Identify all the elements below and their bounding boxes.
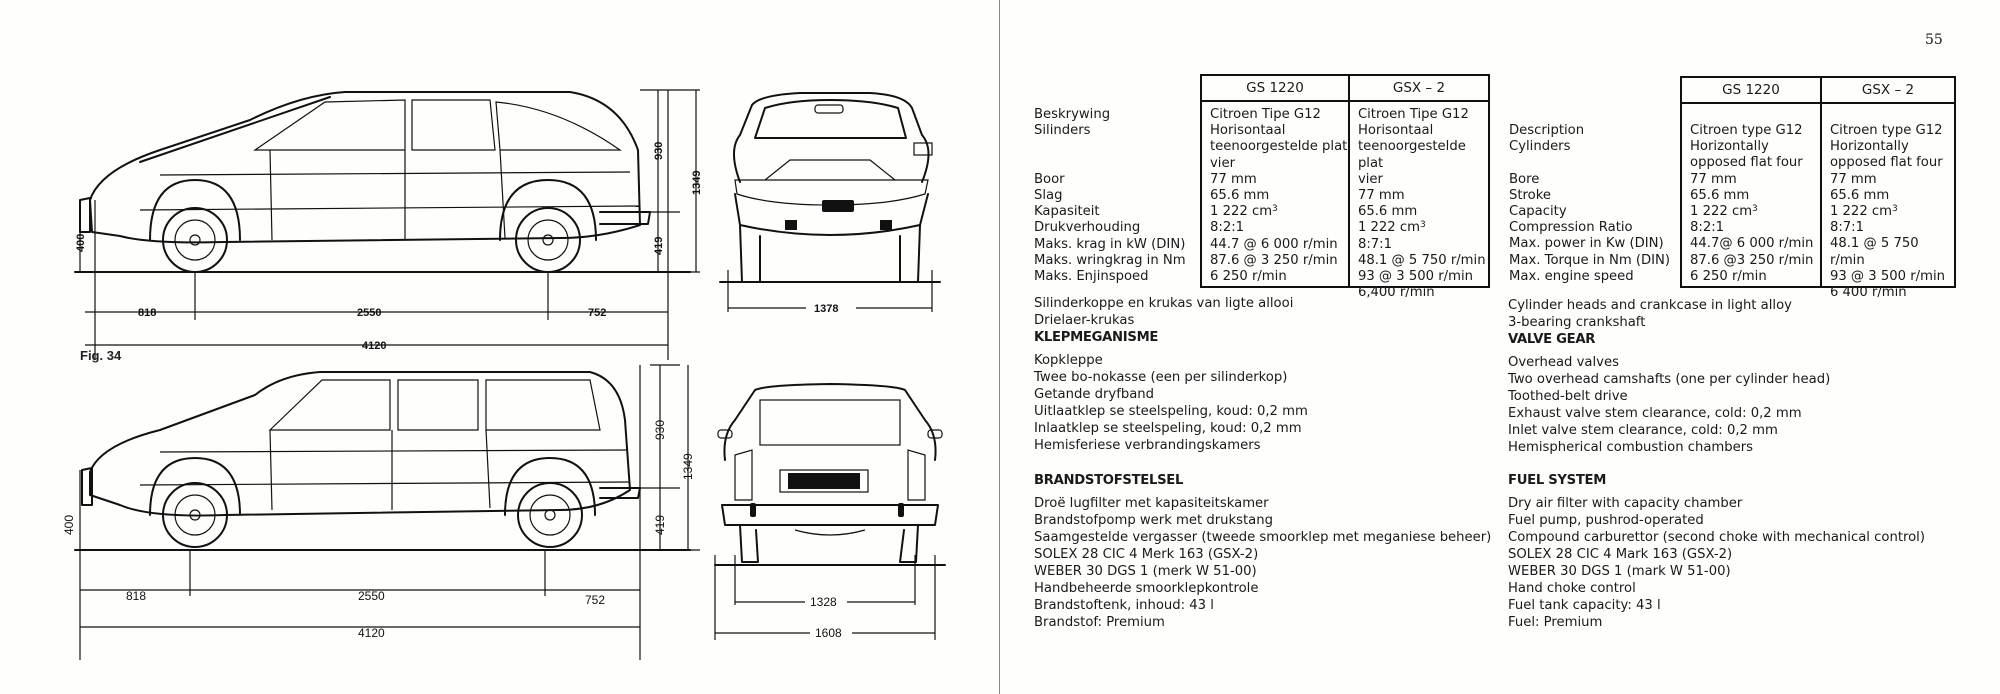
english-row-labels bbox=[1509, 123, 1670, 285]
estate-track-dim: 1328 bbox=[810, 595, 837, 609]
estate-rear-view bbox=[715, 384, 945, 640]
english-table-body bbox=[1680, 103, 1956, 301]
valve-gear-item: Kopkleppe bbox=[1034, 353, 1103, 368]
cell: 1 222 $cm^3$ bbox=[1357, 220, 1426, 236]
row-label: Boor bbox=[1034, 171, 1065, 187]
fuel-system-item: Hand choke control bbox=[1508, 581, 1636, 596]
cell: 65.6 mm bbox=[1829, 187, 1890, 203]
valve-gear-item: Two overhead camshafts (one per cylinder head) bbox=[1508, 372, 1831, 387]
cell: 77 mm bbox=[1690, 171, 1737, 187]
saloon-overall-length-dim: 4120 bbox=[362, 340, 387, 352]
fuel-system-item: Droë lugfilter met kapasiteitskamer bbox=[1034, 496, 1269, 511]
row-label: Max. power in Kw (DIN) bbox=[1509, 236, 1664, 252]
valve-gear-item: Toothed-belt drive bbox=[1508, 389, 1628, 404]
cell: Horizontally bbox=[1829, 139, 1909, 155]
cell: 65.6 mm bbox=[1357, 204, 1418, 220]
valve-gear-item: Uitlaatklep se steelspeling, koud: 0,2 mm bbox=[1034, 404, 1308, 419]
cell: opposed flat four bbox=[1690, 155, 1803, 171]
row-label: Maks. krag in kW (DIN) bbox=[1034, 236, 1186, 252]
column-header-gsx2: GSX – 2 bbox=[1820, 78, 1954, 102]
saloon-bumper-height-dim: 400 bbox=[75, 233, 87, 252]
row-label: Compression Ratio bbox=[1509, 220, 1633, 236]
cell: Horisontaal bbox=[1357, 123, 1434, 139]
figure-label: Fig. 34 bbox=[80, 348, 122, 363]
estate-overall-height-dim: 1349 bbox=[681, 453, 695, 480]
engine-note: Silinderkoppe en krukas van ligte allooi bbox=[1034, 296, 1294, 311]
valve-gear-item: Exhaust valve stem clearance, cold: 0,2 mm bbox=[1508, 406, 1802, 421]
fuel-system-item: Fuel: Premium bbox=[1508, 615, 1603, 630]
estate-bumper-height-dim: 400 bbox=[62, 514, 76, 535]
row-label: Maks. Enjinspoed bbox=[1034, 269, 1149, 284]
cell: 1 222 $cm^3$ bbox=[1829, 204, 1898, 220]
cell: vier bbox=[1357, 171, 1383, 187]
cell: 1 222 $cm^3$ bbox=[1690, 204, 1758, 220]
fuel-system-item: Brandstof: Premium bbox=[1034, 615, 1165, 630]
row-label: Beskrywing bbox=[1034, 107, 1111, 122]
valve-gear-heading: KLEPMEGANISME bbox=[1034, 330, 1159, 345]
row-label: Max. engine speed bbox=[1509, 268, 1634, 284]
fuel-system-item: Fuel tank capacity: 43 l bbox=[1508, 598, 1661, 613]
valve-gear-item: Hemispherical combustion chambers bbox=[1508, 440, 1754, 455]
fuel-system-item: Dry air filter with capacity chamber bbox=[1508, 496, 1743, 511]
cell: 65.6 mm bbox=[1210, 188, 1270, 204]
saloon-overall-height-dim: 1349 bbox=[691, 170, 703, 195]
fuel-system-item: Saamgestelde vergasser (tweede smoorklep met meganiese beheer) bbox=[1034, 530, 1492, 545]
english-engine-section bbox=[1508, 297, 1830, 456]
saloon-rear-overhang-dim: 752 bbox=[588, 307, 607, 319]
cell: 93 @ 3 500 r/min bbox=[1829, 268, 1945, 284]
cell: 87.6 @3 250 r/min bbox=[1690, 252, 1814, 268]
row-label: Description bbox=[1509, 123, 1585, 138]
row-label: Capacity bbox=[1509, 204, 1567, 219]
row-label: Drukverhouding bbox=[1034, 220, 1141, 236]
cell: Citroen Tipe G12 bbox=[1210, 107, 1321, 122]
engine-note: Cylinder heads and crankcase in light alloy bbox=[1508, 298, 1792, 313]
cell: 8:2:1 bbox=[1690, 220, 1725, 236]
cell: 44.7@ 6 000 r/min bbox=[1690, 236, 1814, 252]
column-header-gs1220: GS 1220 bbox=[1722, 82, 1780, 98]
row-label: Maks. wringkrag in Nm bbox=[1034, 252, 1186, 268]
fuel-system-item: Brandstoftenk, inhoud: 43 l bbox=[1034, 598, 1214, 613]
valve-gear-item: Hemisferiese verbrandingskamers bbox=[1034, 438, 1261, 453]
cell: Citroen type G12 bbox=[1690, 123, 1803, 138]
cell: 93 @ 3 500 r/min bbox=[1357, 269, 1473, 285]
saloon-side-view bbox=[75, 90, 703, 360]
saloon-bumper-ground-dim: 419 bbox=[653, 236, 665, 255]
row-label: Silinders bbox=[1034, 123, 1091, 139]
cell: vier bbox=[1210, 155, 1236, 171]
valve-gear-item: Inlet valve stem clearance, cold: 0,2 mm bbox=[1508, 423, 1778, 438]
cell: 87.6 @ 3 250 r/min bbox=[1210, 252, 1338, 268]
saloon-track-dim: 1378 bbox=[814, 303, 839, 315]
fuel-system-item: WEBER 30 DGS 1 (mark W 51-00) bbox=[1508, 564, 1731, 579]
cell: Horisontaal bbox=[1210, 123, 1286, 139]
fuel-system-item: WEBER 30 DGS 1 (merk W 51-00) bbox=[1034, 564, 1257, 579]
fuel-system-item: Compound carburettor (second choke with mechanical control) bbox=[1508, 530, 1925, 545]
valve-gear-item: Inlaatklep se steelspeling, koud: 0,2 mm bbox=[1034, 421, 1302, 436]
row-label: Slag bbox=[1034, 187, 1063, 203]
english-fuel-section bbox=[1508, 472, 1925, 631]
cell: 1 222 $cm^3$ bbox=[1210, 204, 1278, 220]
column-header-gsx2: GSX – 2 bbox=[1348, 76, 1488, 100]
estate-roof-dim: 930 bbox=[653, 419, 667, 440]
page-number: 55 bbox=[1925, 32, 1943, 48]
cell: 77 mm bbox=[1357, 188, 1405, 204]
cell: 8:7:1 bbox=[1829, 220, 1865, 236]
english-table-header bbox=[1680, 76, 1956, 104]
valve-gear-heading: VALVE GEAR bbox=[1508, 332, 1596, 347]
cell: 6 250 r/min bbox=[1690, 268, 1767, 284]
cell: 77 mm bbox=[1829, 171, 1877, 187]
estate-side-view bbox=[62, 365, 700, 660]
fuel-system-item: Brandstofpomp werk met drukstang bbox=[1034, 513, 1273, 528]
saloon-front-overhang-dim: 818 bbox=[138, 307, 157, 319]
afrikaans-table-header bbox=[1200, 74, 1490, 102]
cell: Citroen type G12 bbox=[1829, 123, 1943, 138]
afrikaans-row-labels bbox=[1034, 107, 1186, 285]
estate-overall-width-dim: 1608 bbox=[815, 626, 842, 640]
fuel-system-item: SOLEX 28 CIC 4 Mark 163 (GSX-2) bbox=[1508, 547, 1733, 562]
fuel-system-heading: BRANDSTOFSTELSEL bbox=[1034, 473, 1184, 488]
valve-gear-item: Overhead valves bbox=[1508, 355, 1619, 370]
row-label: Stroke bbox=[1509, 187, 1552, 203]
valve-gear-item: Twee bo-nokasse (een per silinderkop) bbox=[1034, 370, 1288, 385]
estate-rear-overhang-dim: 752 bbox=[585, 593, 606, 607]
cell: Horizontally bbox=[1690, 139, 1769, 155]
fuel-system-heading: FUEL SYSTEM bbox=[1508, 473, 1607, 488]
row-label: Max. Torque in Nm (DIN) bbox=[1509, 252, 1671, 268]
cell: Citroen Tipe G12 bbox=[1357, 107, 1469, 122]
gs1220-column bbox=[1682, 103, 1820, 286]
row-label: Cylinders bbox=[1509, 139, 1571, 155]
cell: 44.7 @ 6 000 r/min bbox=[1210, 236, 1338, 252]
row-label: Bore bbox=[1509, 171, 1540, 187]
cell: 48.1 @ 5 750 r/min bbox=[1357, 252, 1486, 268]
cell: opposed flat four bbox=[1829, 155, 1943, 171]
column-header-gs1220: GS 1220 bbox=[1246, 80, 1304, 96]
estate-overall-length-dim: 4120 bbox=[358, 626, 385, 640]
cell: teenoorgestelde plat bbox=[1357, 139, 1466, 171]
cell: 48.1 @ 5 750 r/min bbox=[1829, 236, 1919, 268]
cell: teenoorgestelde plat bbox=[1210, 139, 1348, 155]
fuel-system-item: Fuel pump, pushrod-operated bbox=[1508, 513, 1704, 528]
row-label: Kapasiteit bbox=[1034, 204, 1100, 220]
cell: 8:7:1 bbox=[1357, 236, 1392, 252]
saloon-wheelbase-dim: 2550 bbox=[357, 307, 382, 319]
cell: 65.6 mm bbox=[1690, 187, 1750, 203]
valve-gear-item: Getande dryfband bbox=[1034, 387, 1155, 402]
afrikaans-engine-section bbox=[1034, 295, 1308, 454]
saloon-roof-dim: 930 bbox=[653, 141, 665, 160]
cell: 8:2:1 bbox=[1210, 220, 1245, 236]
gsx2-column bbox=[1820, 103, 1954, 301]
cell: 6 400 r/min bbox=[1829, 285, 1907, 301]
cell: 6,400 r/min bbox=[1357, 285, 1435, 301]
saloon-front-view bbox=[720, 93, 940, 315]
cell: 6 250 r/min bbox=[1210, 269, 1287, 285]
fuel-system-item: Handbeheerde smoorklepkontrole bbox=[1034, 581, 1259, 596]
afrikaans-fuel-section bbox=[1034, 472, 1491, 631]
engine-note: 3-bearing crankshaft bbox=[1508, 315, 1646, 330]
gs1220-column bbox=[1202, 101, 1348, 286]
gsx2-column bbox=[1348, 101, 1488, 301]
afrikaans-table-body bbox=[1200, 101, 1490, 301]
engine-note: Drielaer-krukas bbox=[1034, 313, 1135, 328]
estate-wheelbase-dim: 2550 bbox=[358, 589, 385, 603]
estate-bumper-ground-dim: 419 bbox=[653, 514, 667, 535]
cell: 77 mm bbox=[1210, 171, 1257, 187]
fuel-system-item: SOLEX 28 CIC 4 Merk 163 (GSX-2) bbox=[1034, 547, 1259, 562]
estate-front-overhang-dim: 818 bbox=[126, 589, 147, 603]
